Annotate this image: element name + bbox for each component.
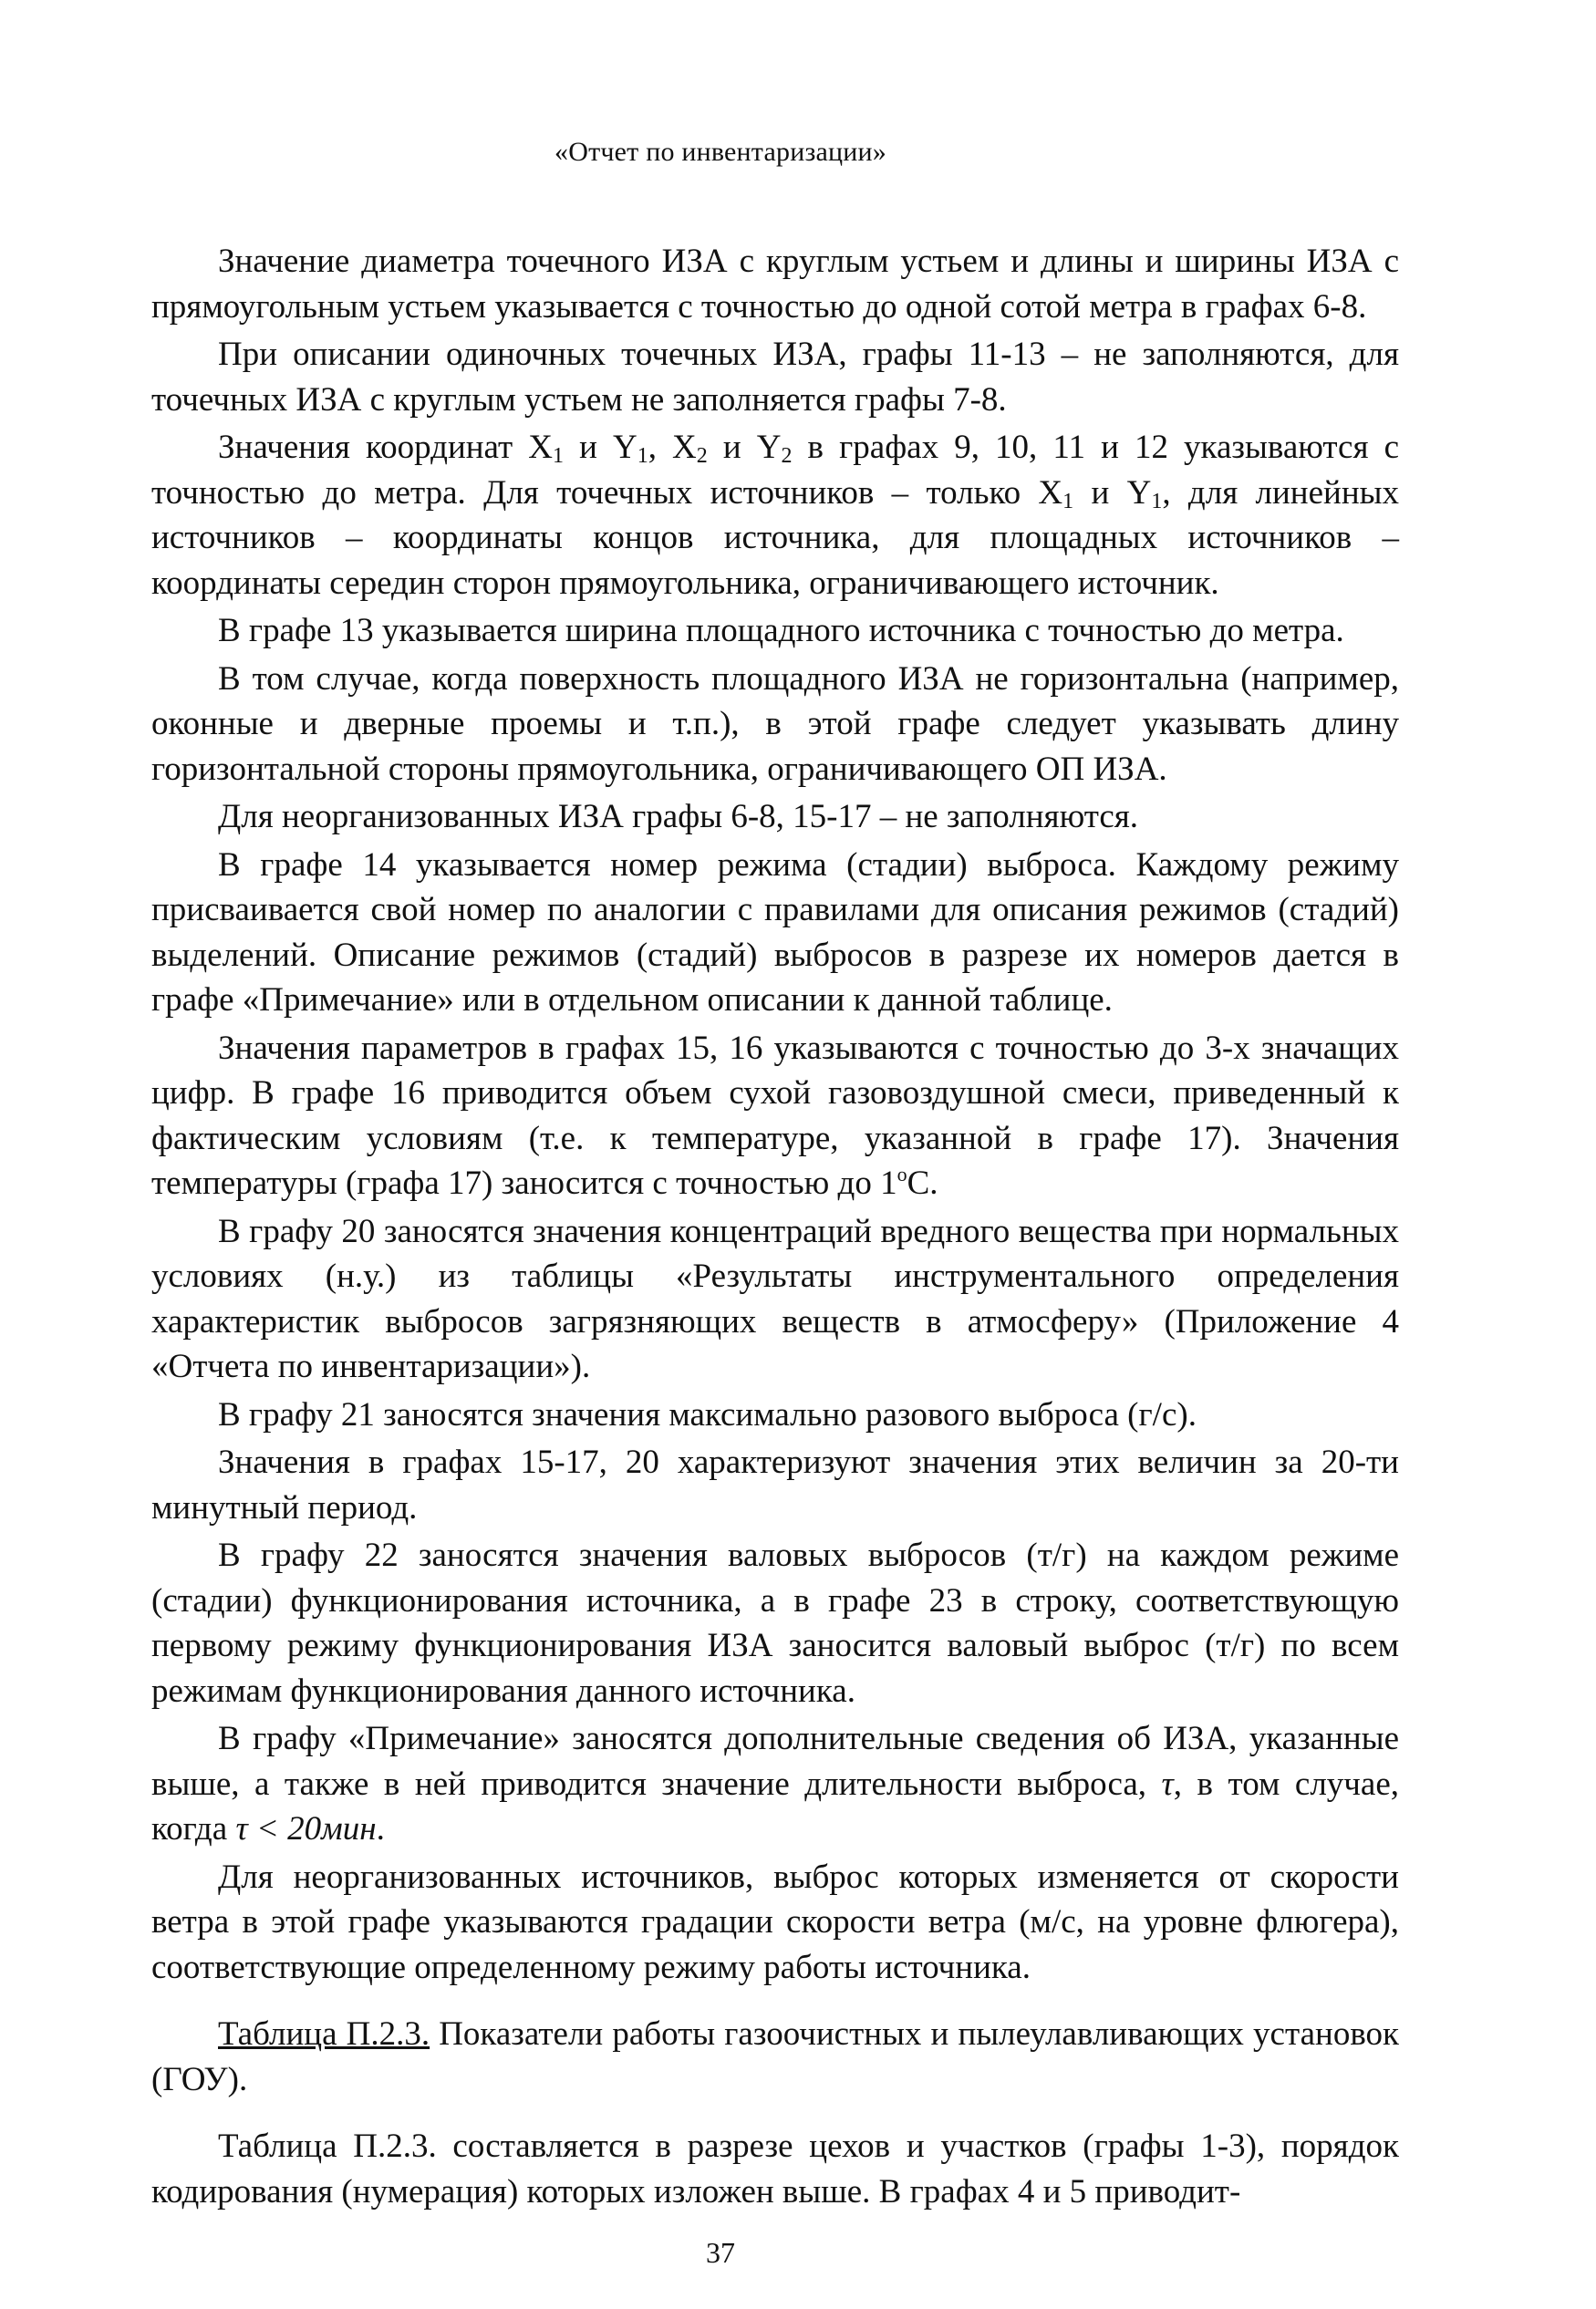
paragraph: Значения в графах 15-17, 20 характеризуют значения этих величин за 20-ти минутный период. [151, 1444, 1399, 1527]
paragraph: В том случае, когда поверхность площадного ИЗА не горизонтальна (например, оконные и дверные проемы и т.п.), в этой графе следует указывать длину горизонтальной стороны прямоугольника, ограничивающего ОП ИЗА. [151, 659, 1399, 788]
paragraph: В графу 21 заносятся значения максимально разового выброса (г/с). [218, 1395, 1197, 1434]
paragraph: В графу 22 заносятся значения валовых выбросов (т/г) на каждом режиме (стадии) функционирования источника, а в графе 23 в строку, соответствующую первому режиму функционирования ИЗА заносится валовый выброс (т/г) по всем режимам функционирования данного источника. [151, 1537, 1399, 1710]
formula: τ < 20мин [235, 1810, 377, 1848]
paragraph: Значения координат $X_1$ и $Y_1$, $X_2$ и $Y_2$ в графах 9, 10, 11 и 12 указываются с точностью до метра. Для точечных источников – только $X_1$ и $Y_1$, для линейных источников – координаты концов источника, для площадных источников – координаты середин сторон прямоугольника, ограничивающего источник. [151, 429, 1399, 602]
table-caption: Таблица П.2.3. Показатели работы газоочистных и пылеулавливающих установок (ГОУ). [151, 2015, 1400, 2098]
paragraph: В графу 20 заносятся значения концентраций вредного вещества при нормальных условиях (н.у.) из таблицы «Результаты инструментального определения характеристик выбросов загрязняющих веществ в атмосферу» (Приложение 4 «Отчета по инвентаризации»). [151, 1212, 1399, 1385]
paragraph: В графе 13 указывается ширина площадного источника с точностью до метра. [218, 612, 1344, 649]
paragraph: Значения параметров в графах 15, 16 указываются с точностью до 3-х значащих цифр. В графе 16 приводится объем сухой газовоздушной смеси, приведенный к фактическим условиям (т.е. к температуре, указанной в графе 17). Значения температуры (графа 17) заносится с точностью до 1$^o$С. [151, 1029, 1399, 1202]
running-header: «Отчет по инвентаризации» [554, 137, 886, 167]
paragraph: Значение диаметра точечного ИЗА с круглым устьем и длины и ширины ИЗА с прямоугольным устьем указывается с точностью до одной сотой метра в графах 6-8. [151, 243, 1399, 326]
paragraph: Таблица П.2.3. составляется в разрезе цехов и участков (графы 1-3), порядок кодирования (нумерация) которых изложен выше. В графах 4 и 5 приводит- [151, 2128, 1399, 2211]
body-text [151, 239, 1399, 2217]
paragraph: Для неорганизованных источников, выброс которых изменяется от скорости ветра в этой графе указываются градации скорости ветра (м/с, на уровне флюгера), соответствующие определенному режиму работы источника. [151, 1858, 1399, 1986]
paragraph: При описании одиночных точечных ИЗА, графы 11-13 – не заполняются, для точечных ИЗА с круглым устьем не заполняется графы 7-8. [151, 336, 1399, 419]
table-label: Таблица П.2.3. [218, 2015, 430, 2053]
page-number: 37 [706, 2236, 735, 2269]
paragraph: В графу «Примечание» заносятся дополнительные сведения об ИЗА, указанные выше, а также в ней приводится значение длительности выброса, τ, в том случае, когда τ < 20мин. [151, 1720, 1399, 1848]
paragraph: Для неорганизованных ИЗА графы 6-8, 15-17 – не заполняются. [218, 798, 1139, 835]
paragraph: В графе 14 указывается номер режима (стадии) выброса. Каждому режиму присваивается свой номер по аналогии с правилами для описания режимов (стадий) выделений. Описание режимов (стадий) выбросов в разрезе их номеров дается в графе «Примечание» или в отдельном описании к данной таблице. [151, 845, 1399, 1019]
